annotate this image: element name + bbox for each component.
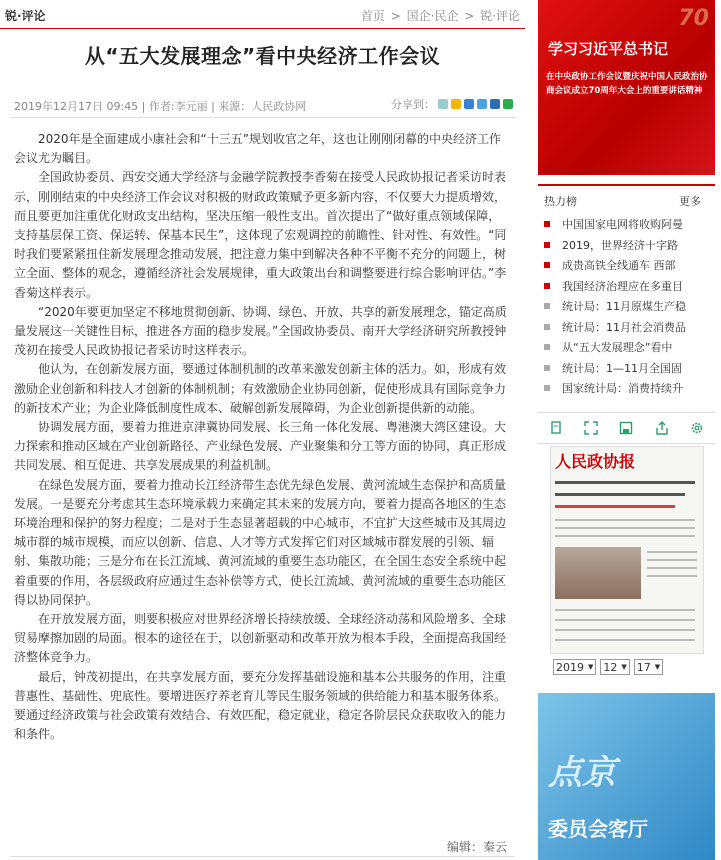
article-title: 从“五大发展理念”看中央经济工作会议 [84, 44, 441, 68]
bullet-icon [544, 365, 550, 371]
newspaper-photo [555, 547, 641, 599]
hot-list-item-label: 我国经济治理应在多重目 [562, 279, 683, 293]
newspaper-masthead: 人民政协报 [555, 452, 636, 471]
hot-list-item[interactable] [544, 317, 715, 338]
study-banner[interactable] [538, 0, 715, 175]
paragraph: 2020年是全面建成小康社会和“十三五”规划收官之年，这也让刚刚闭幕的中央经济工作会议尤为瞩目。 [14, 132, 501, 166]
hot-list-item[interactable] [544, 378, 715, 399]
text-line [555, 629, 695, 631]
sidebar [538, 0, 721, 860]
hot-list-item-label: 统计局：11月原煤生产稳 [562, 300, 686, 314]
month-value: 12 [603, 660, 618, 674]
hot-list-item[interactable] [544, 276, 715, 297]
editor-credit: 编辑：秦云 [446, 840, 507, 854]
hot-list [544, 214, 715, 399]
float-toolbar [538, 412, 715, 444]
paragraph: 在绿色发展方面，要着力推动长江经济带生态优先绿色发展、黄河流域生态保护和高质量发展。一是要充分考虑其生态环境承载力来确定其未来的发展方向，要着力提高各地区的生态环境治理和保护的努力程度；二是对于生态显著超载的中心城市，不宜扩大这些城市及其周边城市群的城市规模，而应以创新、信息、人才等方式发挥它们对区域城市群发展的引领、辐射、集散功能；三是分布在长江流域、黄河流域的重要生态功能区，在全国生态安全系统中起着重要的作用，各层级政府应通过生态补偿等方式，使长江流域、黄河流域的重要生态功能区得以协同保护。 [14, 477, 507, 607]
hot-list-item-label: 中国国家电网将收购阿曼 [562, 218, 683, 232]
share-bar [391, 96, 513, 112]
breadcrumb [360, 7, 521, 24]
breadcrumb-sep: > [464, 9, 475, 23]
paragraph: 全国政协委员、西安交通大学经济与金融学院教授李香菊在接受人民政协报记者采访时表示，刚刚结束的中央经济工作会议对积极的财政政策赋予更多新内容，不仅要大力提质增效，而且要更加注重优化财政支出结构，坚决压缩一般性支出。首次提出了“做好重点领域保障，支持基层保工资、保运转、保基本民生”，这体现了宏观调控的前瞻性、针对性、有效性。“同时我们要紧紧扭住新发展理念推动发展，把注意力集中到解决各种不平衡不充分的问题上，树立全面、整体的观念，遵循经济社会发展规律，重大政策出台和调整要进行综合影响评估。”李香菊这样表示。 [14, 170, 507, 300]
text-line [555, 519, 695, 521]
committee-lounge-ad[interactable] [538, 693, 715, 860]
year-value: 2019 [556, 660, 584, 674]
paragraph: 在开放发展方面，则要积极应对世界经济增长持续放缓、全球经济动荡和风险增多、全球贸易摩擦加剧的局面。根本的途径在于，以创新驱动和改革开放为根本手段，全面提高我国经济整体竞争力。 [14, 612, 507, 665]
ad-small-text: 委员会客厅 [548, 817, 648, 841]
fullscreen-icon[interactable] [583, 420, 599, 436]
month-select[interactable] [600, 659, 629, 675]
hot-list-item-label: 统计局：1—11月全国固 [562, 361, 682, 375]
text-line [647, 559, 697, 561]
bullet-icon [544, 324, 550, 330]
hot-list-item-label: 从“五大发展理念”看中 [562, 341, 673, 355]
day-select[interactable] [634, 659, 663, 675]
top-bar [0, 0, 525, 30]
bottom-divider [10, 856, 515, 857]
hot-list-item[interactable] [544, 235, 715, 256]
banner-70-number: 70 [678, 6, 709, 31]
text-line [555, 535, 695, 537]
share-qzone-icon[interactable] [451, 99, 461, 109]
share-weibo-icon[interactable] [464, 99, 474, 109]
article-body [14, 130, 512, 745]
top-divider [0, 28, 525, 29]
text-line [647, 551, 697, 553]
hot-more-link[interactable]: 更多 [679, 195, 701, 208]
share-renren-icon[interactable] [490, 99, 500, 109]
bullet-icon [544, 242, 550, 248]
text-line [555, 609, 695, 611]
section-label: 锐·评论 [5, 9, 46, 23]
breadcrumb-home[interactable]: 首页 [360, 9, 385, 23]
hot-list-item[interactable] [544, 255, 715, 276]
hot-list-title: 热力榜 [544, 195, 577, 208]
chevron-down-icon: ▼ [654, 663, 661, 671]
meta-divider [10, 117, 515, 118]
bullet-icon [544, 303, 550, 309]
hot-list-item-label: 国家统计局：消费持续升 [562, 382, 683, 396]
share-icon[interactable] [654, 420, 670, 436]
hot-list-item[interactable] [544, 296, 715, 317]
text-line [555, 527, 695, 529]
paragraph: 他认为，在创新发展方面，要通过体制机制的改革来激发创新主体的活力。如，形成有效激励企业创新和科技人才创新的体制机制；有效激励企业协同创新，促使形成具有国际竞争力的新技术产业；为企业降低制度性成本、破解创新发展障碍，为企业创新提供新的动能。 [14, 362, 507, 415]
chevron-down-icon: ▼ [621, 663, 627, 671]
text-line [647, 567, 697, 569]
hot-list-item[interactable] [544, 358, 715, 379]
banner-title: 学习习近平总书记 [548, 40, 669, 58]
headline-line [555, 493, 685, 496]
share-wechat-icon[interactable] [503, 99, 513, 109]
article-meta: 2019年12月17日 09:45 | 作者:李元丽 | 来源：人民政协网 [14, 100, 307, 113]
share-tencent-icon[interactable] [477, 99, 487, 109]
bullet-icon [544, 262, 550, 268]
bullet-icon [544, 221, 550, 227]
hot-list-item-label: 统计局：11月社会消费品 [562, 320, 686, 334]
bullet-icon [544, 344, 550, 350]
newspaper-thumbnail[interactable] [550, 446, 704, 654]
hot-list-item[interactable] [544, 214, 715, 235]
chevron-down-icon: ▼ [588, 663, 594, 671]
banner-subtitle: 在中央政协工作会议暨庆祝中国人民政治协商会议成立70周年大会上的重要讲话精神 [546, 72, 708, 96]
ad-big-text: 点京 [548, 753, 616, 793]
gear-icon[interactable] [689, 420, 705, 436]
share-more-icon[interactable] [438, 99, 448, 109]
hot-list-item-label: 成贵高铁全线通车 西部 [562, 259, 676, 273]
text-line [555, 619, 695, 621]
share-label: 分享到： [391, 98, 435, 111]
day-value: 17 [636, 660, 651, 674]
copy-icon[interactable] [548, 420, 564, 436]
paragraph: “2020年要更加坚定不移地贯彻创新、协调、绿色、开放、共享的新发展理念，锚定高质量发展这一关键性目标，推进各方面的稳步发展。”全国政协委员、南开大学经济研究所教授钟茂初在接受人民政协报记者采访时这样表示。 [14, 304, 507, 358]
save-icon[interactable] [618, 420, 634, 436]
hot-list-item[interactable] [544, 337, 715, 358]
hot-divider [538, 184, 715, 186]
date-picker [553, 659, 663, 675]
headline-line [555, 481, 695, 484]
bullet-icon [544, 283, 550, 289]
year-select[interactable] [553, 659, 596, 675]
bullet-icon [544, 385, 550, 391]
headline-line [555, 505, 675, 508]
breadcrumb-sep: > [390, 9, 401, 23]
hot-list-item-label: 2019，世界经济十字路 [562, 238, 678, 252]
text-line [555, 639, 695, 641]
breadcrumb-current[interactable]: 锐·评论 [480, 9, 520, 23]
text-line [647, 575, 697, 577]
breadcrumb-category[interactable]: 国企·民企 [406, 9, 459, 23]
paragraph: 最后，钟茂初提出，在共享发展方面，要充分发挥基础设施和基本公共服务的作用，注重普惠性、基础性、兜底性。要增进医疗养老育儿等民生服务领域的供给能力和基本服务体系。要通过经济政策与社会政策有效结合、有效匹配，稳定就业，稳定各阶层民众获取收入的能力和条件。 [14, 669, 507, 742]
paragraph: 协调发展方面，要着力推进京津冀协同发展、长三角一体化发展、粤港澳大湾区建设。大力探索和推动区域在产业创新路径、产业绿色发展、产业聚集和分工等方面的协同，真正形成共同发展、相互促进、共享发展成果的利益机制。 [14, 420, 507, 473]
